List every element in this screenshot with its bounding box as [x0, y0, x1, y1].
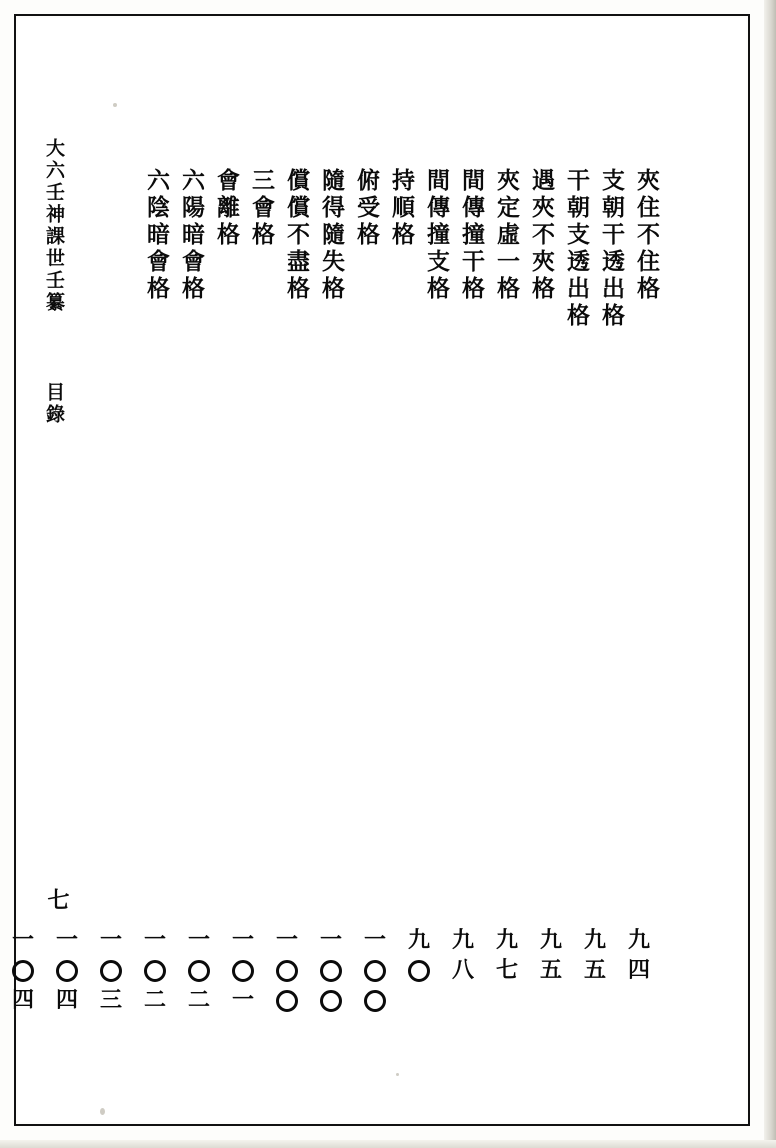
toc-entry-title: 干朝支透出格 — [563, 168, 590, 330]
toc-entry-title: 六陰暗會格 — [143, 168, 170, 303]
page-digit: 一 — [187, 927, 210, 954]
toc-page-number — [620, 926, 658, 986]
page-digit: 九 — [627, 927, 650, 954]
toc-entry-title: 六陽暗會格 — [178, 168, 205, 303]
page-digit: 一 — [275, 927, 298, 954]
page-digit: 一 — [99, 927, 122, 954]
page-digit: 一 — [231, 987, 254, 1014]
toc-page-number — [224, 926, 262, 1016]
page-digit: 九 — [407, 927, 430, 954]
toc-page-number — [92, 926, 130, 1016]
toc-page-number — [444, 926, 482, 986]
toc-entry-title: 間傳撞支格 — [423, 168, 450, 303]
toc-page-number — [356, 926, 394, 1016]
page-digit: 九 — [495, 927, 518, 954]
toc-page-number — [400, 926, 438, 986]
section-label: 目錄 — [43, 382, 65, 426]
toc-page-number — [576, 926, 614, 986]
list-item — [495, 168, 518, 303]
page-digit: 三 — [99, 987, 122, 1014]
page-digit: 四 — [55, 987, 78, 1014]
list-item — [530, 168, 553, 303]
list-item — [250, 168, 273, 249]
toc-page-numbers — [0, 926, 658, 1016]
toc-page-number — [268, 926, 306, 1016]
toc-page-number — [4, 926, 42, 1016]
page-digit: 八 — [451, 957, 474, 984]
page-digit: 九 — [583, 927, 606, 954]
table-of-contents — [133, 168, 658, 398]
page-digit: 四 — [11, 987, 34, 1014]
toc-entry-title: 夾住不住格 — [633, 168, 660, 303]
page-digit — [276, 986, 298, 1016]
toc-page-number — [136, 926, 174, 1016]
toc-page-number — [180, 926, 218, 1016]
list-item — [215, 168, 238, 249]
toc-entry-title: 夾定虛一格 — [493, 168, 520, 303]
page-digit — [408, 956, 430, 986]
page-digit: 四 — [627, 957, 650, 984]
toc-entry-title: 會離格 — [213, 168, 240, 249]
toc-entry-title: 間傳撞干格 — [458, 168, 485, 303]
toc-page-number — [532, 926, 570, 986]
scan-edge-right — [764, 0, 776, 1148]
page-digit — [144, 956, 166, 986]
page-digit: 二 — [143, 987, 166, 1014]
page-digit — [320, 986, 342, 1016]
scan-edge-bottom — [0, 1140, 776, 1148]
page-digit — [232, 956, 254, 986]
list-item — [390, 168, 413, 249]
toc-entry-title: 遇夾不夾格 — [528, 168, 555, 303]
toc-entry-title: 三會格 — [248, 168, 275, 249]
page-digit: 五 — [583, 957, 606, 984]
list-item — [600, 168, 623, 330]
page-digit — [364, 986, 386, 1016]
page-digit — [56, 956, 78, 986]
toc-entry-title: 支朝干透出格 — [598, 168, 625, 330]
page-digit: 一 — [363, 927, 386, 954]
list-item — [635, 168, 658, 303]
page-digit — [364, 956, 386, 986]
toc-page-number — [312, 926, 350, 1016]
toc-entry-title: 隨得隨失格 — [318, 168, 345, 303]
page-digit — [320, 956, 342, 986]
list-item — [355, 168, 378, 249]
page-content-area — [11, 18, 746, 1122]
toc-page-number — [48, 926, 86, 1016]
page-digit: 一 — [11, 927, 34, 954]
scan-speck — [396, 1073, 399, 1076]
page-digit: 一 — [319, 927, 342, 954]
list-item — [320, 168, 343, 303]
scan-speck — [100, 1108, 105, 1115]
page-digit: 二 — [187, 987, 210, 1014]
page-number: 七 — [44, 888, 70, 912]
running-head — [44, 138, 63, 426]
list-item — [180, 168, 203, 303]
page-digit — [276, 956, 298, 986]
page-digit — [100, 956, 122, 986]
list-item — [285, 168, 308, 303]
page-digit: 一 — [143, 927, 166, 954]
toc-entry-title: 持順格 — [388, 168, 415, 249]
page-digit — [12, 956, 34, 986]
page-digit: 七 — [495, 957, 518, 984]
page-digit: 九 — [451, 927, 474, 954]
toc-entry-title: 償償不盡格 — [283, 168, 310, 303]
list-item — [145, 168, 168, 303]
list-item — [425, 168, 448, 303]
list-item — [460, 168, 483, 303]
book-title: 大六壬神課世壬纂 — [43, 138, 65, 314]
list-item — [565, 168, 588, 330]
page-digit — [188, 956, 210, 986]
page-digit: 一 — [231, 927, 254, 954]
page-digit: 九 — [539, 927, 562, 954]
scan-speck — [113, 103, 117, 107]
page-digit: 一 — [55, 927, 78, 954]
page-digit: 五 — [539, 957, 562, 984]
toc-entry-title: 俯受格 — [353, 168, 380, 249]
toc-page-number — [488, 926, 526, 986]
